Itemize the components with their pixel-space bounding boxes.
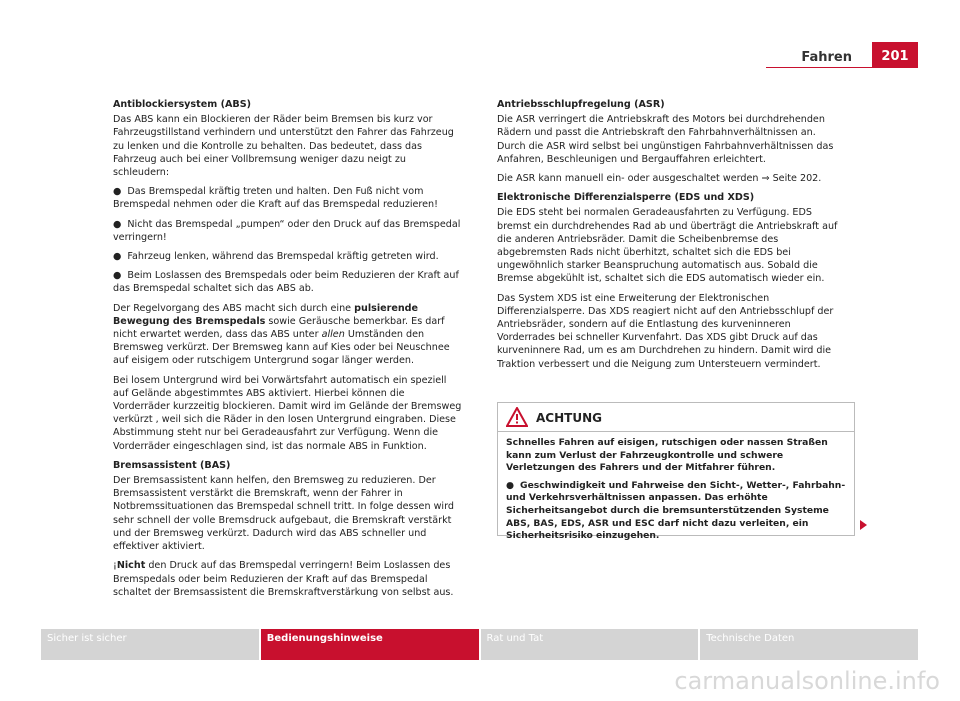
eds-intro: Die EDS steht bei normalen Geradeausfahrten zu Verfügung. EDS bremst ein durchdrehendes Rad ab und überträgt die Antriebskraft auf die anderen Antriebsräder. Damit die Scheibenbremse des abgebremsten Rads nicht überhitzt, schaltet sich die EDS bei ungewöhnlich starker Beanspruchung automatisch aus. Sobald die Bremse abgekühlt ist, schaltet sich die EDS automatisch wieder ein.: [497, 207, 838, 285]
bullet-dot: ●: [113, 251, 122, 263]
tab-sicher-ist-sicher[interactable]: Sicher ist sicher: [41, 629, 259, 660]
warning-triangle-icon: [506, 407, 528, 427]
warning-header: [498, 403, 854, 432]
abs-bullet-4: ● Beim Loslassen des Bremspedals oder beim Reduzieren der Kraft auf das Bremspedal schaltet sich das ABS ab.: [113, 270, 459, 295]
page-number: 201: [872, 42, 918, 68]
xds-paragraph: Das System XDS ist eine Erweiterung der Elektronischen Differenzialsperre. Das XDS reagiert nicht auf den Antriebsschlupf der Antriebsräder, sondern auf die Entlastung des kurveninneren Vorderrades bei schneller Kurvenfahrt. Das XDS gibt Druck auf das kurveninnere Rad, um es am Durchdrehen zu hindern. Damit wird die Traktion verbessert und die Neigung zum Untersteuern vermindert.: [497, 292, 834, 370]
abs-gelaende: Bei losem Untergrund wird bei Vorwärtsfahrt automatisch ein speziell auf Gelände abgestimmtes ABS aktiviert. Hierbei können die Vorderräder kurzzeitig blockieren. Damit wird im Gelände der Bremsweg verkürzt , weil sich die Räder in den losen Untergrund eingraben. Diese Abstimmung steht nur bei Geradeausfahrt zur Verfügung. Wenn die Vorderräder eingeschlagen sind, ist das normale ABS in Funktion.: [113, 374, 462, 452]
abs-bullet-2: ● Nicht das Bremspedal „pumpen“ oder den Druck auf das Bremspedal verringern!: [113, 218, 461, 243]
bullet-dot: ●: [113, 270, 122, 282]
bullet-dot: ●: [506, 479, 515, 491]
tab-rat-und-tat[interactable]: Rat und Tat: [481, 629, 699, 660]
bas-note: ¡Nicht den Druck auf das Bremspedal verringern! Beim Loslassen des Bremspedals oder beim Reduzieren der Kraft auf das Bremspedal schaltet der Bremsassistent die Bremskraftverstärkung von selbst aus.: [113, 560, 454, 598]
warning-title: ACHTUNG: [536, 411, 602, 425]
tab-bedienungshinweise[interactable]: Bedienungshinweise: [261, 629, 479, 660]
bas-heading: Bremsassistent (BAS): [113, 459, 231, 471]
asr-intro: Die ASR verringert die Antriebskraft des Motors bei durchdrehenden Rädern und passt die Antriebskraft den Fahrbahnverhältnissen an. Durch die ASR wird selbst bei ungünstigen Fahrbahnverhältnissen das Anfahren, Beschleunigen und Bergauffahren erleichtert.: [497, 114, 834, 165]
warning-body: [498, 432, 854, 553]
left-column: [113, 98, 463, 605]
abs-bullet-1: ● Das Bremspedal kräftig treten und halten. Den Fuß nicht vom Bremspedal nehmen oder die Kraft auf das Bremspedal reduzieren!: [113, 186, 438, 211]
page-header-title: Fahren: [801, 50, 852, 65]
abs-intro: Das ABS kann ein Blockieren der Räder beim Bremsen bis kurz vor Fahrzeugstillstand verhindern und unterstützt den Fahrer das Fahrzeug zu lenken und die Kontrolle zu behalten. Das bedeutet, dass das Fahrzeug auch bei einer Vollbremsung weniger dazu neigt zu schleudern:: [113, 114, 454, 179]
abs-heading: Antiblockiersystem (ABS): [113, 99, 251, 110]
warning-box: [497, 402, 855, 542]
warning-text-1: Schnelles Fahren auf eisigen, rutschigen oder nassen Straßen kann zum Verlust der Fahrzeugkontrolle und schwere Verletzungen des Fahrers und der Mitfahrer führen.: [506, 437, 828, 474]
bullet-dot: ●: [113, 186, 122, 198]
footer-tabs: [41, 629, 918, 660]
abs-bullet-3: ● Fahrzeug lenken, während das Bremspedal kräftig getreten wird.: [113, 251, 439, 263]
header-rule: [766, 67, 872, 68]
asr-manual: Die ASR kann manuell ein- oder ausgeschaltet werden ⇒ Seite 202.: [497, 173, 822, 185]
bullet-dot: ●: [113, 218, 122, 230]
watermark: carmanualsonline.info: [674, 667, 940, 695]
continue-arrow-icon: [860, 520, 867, 530]
abs-regelvorgang: Der Regelvorgang des ABS macht sich durch eine pulsierende Bewegung des Bremspedals sowie Geräusche bemerkbar. Es darf nicht erwartet werden, dass das ABS unter allen Umständen den Bremsweg verkürzt. Der Bremsweg kann auf Kies oder bei Neuschnee auf eisigem oder rutschigem Untergrund sogar länger werden.: [113, 302, 450, 367]
asr-heading: Antriebsschlupfregelung (ASR): [497, 99, 665, 110]
bas-intro: Der Bremsassistent kann helfen, den Bremsweg zu reduzieren. Der Bremsassistent verstärkt die Bremskraft, wenn der Fahrer in Notbremssituationen das Bremspedal schnell tritt. In folge dessen wird sehr schnell der volle Bremsdruck aufgebaut, die Bremskraft verstärkt und der Bremsweg verkürzt. Dadurch wird das ABS schneller und effektiver aktiviert.: [113, 475, 454, 553]
tab-technische-daten[interactable]: Technische Daten: [700, 629, 918, 660]
eds-heading: Elektronische Differenzialsperre (EDS und XDS): [497, 192, 755, 204]
right-column: [497, 98, 847, 377]
warning-text-2: ● Geschwindigkeit und Fahrweise den Sicht-, Wetter-, Fahrbahn- und Verkehrsverhältnissen anpassen. Das erhöhte Sicherheitsangebot durch die bremsunterstützenden Systeme ABS, BAS, EDS, ASR und ESC darf nicht dazu verleiten, ein Sicherheitsrisiko einzugehen.: [506, 479, 846, 542]
